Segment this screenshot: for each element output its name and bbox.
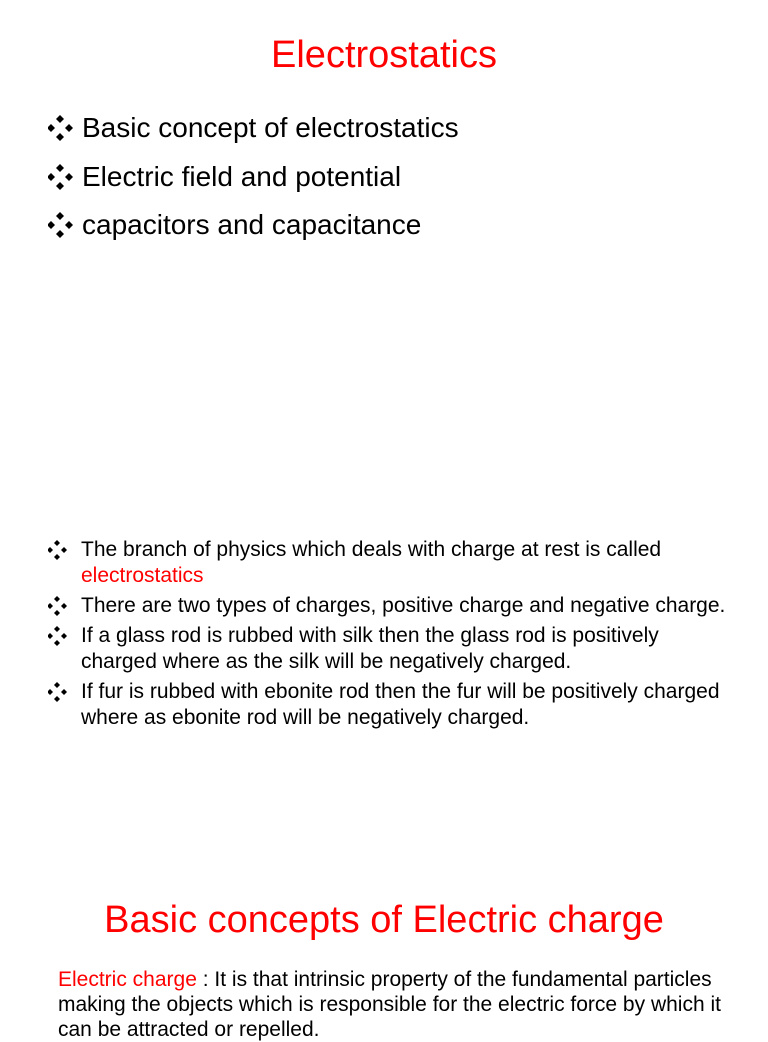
- topic-text: Electric field and potential: [82, 160, 402, 192]
- definition-text: : It is that intrinsic property of the fundamental particles making the objects which is responsible for the electric force by which it can be attracted or repelled.: [58, 968, 721, 1041]
- four-diamond-bullet-icon: [48, 681, 72, 703]
- highlight-term: electrostatics: [81, 564, 204, 587]
- list-item: [48, 153, 459, 202]
- list-item: [48, 537, 728, 589]
- point-list: [48, 537, 728, 735]
- slide-electrostatics-topics: [0, 0, 768, 512]
- four-diamond-bullet-icon: [48, 163, 82, 191]
- list-item: [48, 623, 728, 675]
- list-item: [48, 201, 459, 250]
- topic-text: capacitors and capacitance: [82, 209, 422, 241]
- slide-charge-points: [0, 512, 768, 857]
- topic-list: [48, 104, 459, 250]
- list-item: [48, 593, 728, 619]
- four-diamond-bullet-icon: [48, 539, 72, 561]
- list-item: [48, 679, 728, 731]
- slide-electric-charge: [0, 857, 768, 1041]
- definition-term: Electric charge: [58, 968, 197, 991]
- point-text: There are two types of charges, positive charge and negative charge.: [81, 594, 726, 617]
- point-text: If fur is rubbed with ebonite rod then the fur will be positively charged where as ebonite rod will be negatively charged.: [81, 680, 720, 729]
- topic-text: Basic concept of electrostatics: [82, 112, 459, 144]
- definition-paragraph: [58, 967, 748, 1042]
- slide-title: Basic concepts of Electric charge: [104, 899, 664, 941]
- point-text: If a glass rod is rubbed with silk then the glass rod is positively charged where as the silk will be negatively charged.: [81, 624, 659, 673]
- four-diamond-bullet-icon: [48, 114, 82, 142]
- list-item: [48, 104, 459, 153]
- four-diamond-bullet-icon: [48, 625, 72, 647]
- point-text: The branch of physics which deals with charge at rest is called electrostatics: [81, 538, 662, 587]
- four-diamond-bullet-icon: [48, 211, 82, 239]
- four-diamond-bullet-icon: [48, 595, 72, 617]
- slide-title: Electrostatics: [271, 34, 497, 76]
